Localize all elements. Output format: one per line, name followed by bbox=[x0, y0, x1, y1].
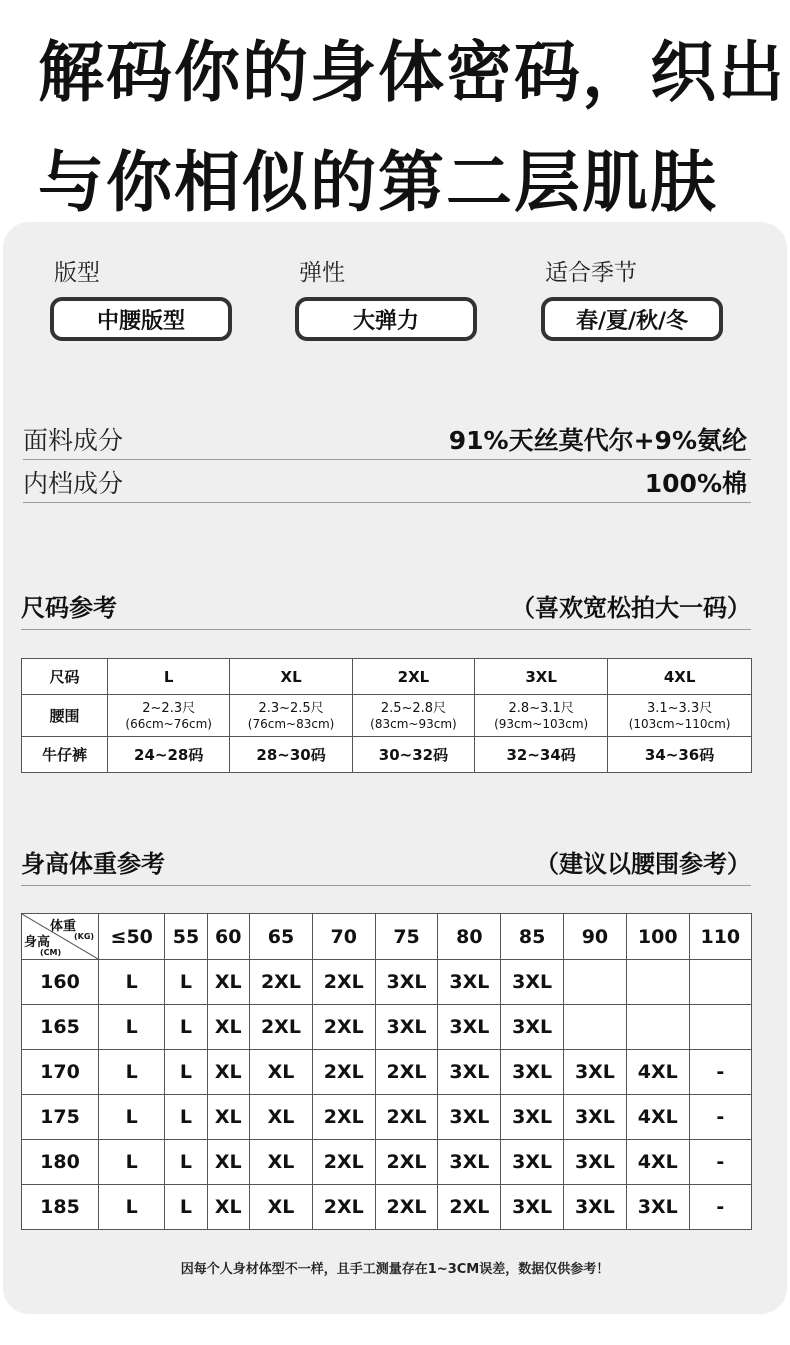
waist-cm: (66cm~76cm) bbox=[125, 716, 212, 731]
corner-height-unit: (CM) bbox=[40, 948, 62, 957]
height-cell: 185 bbox=[22, 1185, 99, 1230]
hw-row bbox=[22, 1095, 752, 1140]
size-header-cell: 尺码 bbox=[22, 659, 108, 695]
size-recommendation-cell: - bbox=[689, 1185, 751, 1230]
size-recommendation-cell: 4XL bbox=[626, 1050, 689, 1095]
height-cell: 160 bbox=[22, 960, 99, 1005]
size-recommendation-cell: L bbox=[165, 1050, 207, 1095]
height-weight-table bbox=[21, 913, 752, 1230]
size-recommendation-cell: 3XL bbox=[501, 1095, 564, 1140]
size-recommendation-cell: XL bbox=[207, 1050, 250, 1095]
size-recommendation-cell: L bbox=[99, 960, 165, 1005]
size-recommendation-cell: 3XL bbox=[438, 1050, 501, 1095]
size-recommendation-cell: L bbox=[99, 1050, 165, 1095]
composition-row-fabric bbox=[23, 416, 751, 460]
waist-cell bbox=[608, 695, 752, 737]
size-recommendation-cell: L bbox=[99, 1185, 165, 1230]
size-recommendation-cell: XL bbox=[207, 1140, 250, 1185]
hw-row bbox=[22, 1140, 752, 1185]
jeans-cell: 30~32码 bbox=[352, 737, 474, 773]
size-recommendation-cell: - bbox=[689, 1050, 751, 1095]
size-recommendation-cell: 2XL bbox=[438, 1185, 501, 1230]
weight-header-cell: 75 bbox=[375, 914, 438, 960]
size-recommendation-cell: 3XL bbox=[564, 1140, 627, 1185]
size-recommendation-cell bbox=[626, 960, 689, 1005]
size-recommendation-cell: 2XL bbox=[312, 1050, 375, 1095]
hw-header-row bbox=[22, 914, 752, 960]
hero-heading bbox=[38, 18, 786, 238]
weight-header-cell: 80 bbox=[438, 914, 501, 960]
weight-header-cell: 60 bbox=[207, 914, 250, 960]
corner-weight-unit: (KG) bbox=[74, 932, 95, 941]
size-recommendation-cell: 2XL bbox=[312, 1140, 375, 1185]
size-waist-row bbox=[22, 695, 752, 737]
size-recommendation-cell: XL bbox=[250, 1140, 313, 1185]
hw-corner-cell bbox=[22, 914, 99, 960]
size-recommendation-cell: 3XL bbox=[564, 1185, 627, 1230]
size-recommendation-cell: 3XL bbox=[501, 960, 564, 1005]
size-recommendation-cell: 3XL bbox=[438, 1140, 501, 1185]
waist-cell bbox=[108, 695, 230, 737]
size-recommendation-cell: L bbox=[165, 1140, 207, 1185]
size-recommendation-cell: 4XL bbox=[626, 1140, 689, 1185]
hw-row bbox=[22, 1185, 752, 1230]
height-cell: 165 bbox=[22, 1005, 99, 1050]
size-recommendation-cell: 3XL bbox=[501, 1185, 564, 1230]
size-recommendation-cell: XL bbox=[250, 1185, 313, 1230]
size-recommendation-cell: XL bbox=[250, 1095, 313, 1140]
waist-cm: (76cm~83cm) bbox=[247, 716, 335, 731]
size-recommendation-cell: 3XL bbox=[438, 1005, 501, 1050]
size-recommendation-cell: - bbox=[689, 1095, 751, 1140]
size-recommendation-cell: L bbox=[99, 1005, 165, 1050]
size-recommendation-cell bbox=[564, 1005, 627, 1050]
size-recommendation-cell bbox=[689, 960, 751, 1005]
size-recommendation-cell: L bbox=[99, 1140, 165, 1185]
waist-cm: (83cm~93cm) bbox=[370, 716, 457, 731]
size-recommendation-cell: XL bbox=[207, 1005, 250, 1050]
hw-section-note: （建议以腰围参考） bbox=[535, 850, 751, 878]
size-recommendation-cell: 2XL bbox=[312, 1185, 375, 1230]
composition-value: 100%棉 bbox=[644, 469, 747, 498]
composition-label: 内档成分 bbox=[23, 469, 124, 498]
size-recommendation-cell: 2XL bbox=[375, 1050, 438, 1095]
size-recommendation-cell: 3XL bbox=[626, 1185, 689, 1230]
size-recommendation-cell bbox=[689, 1005, 751, 1050]
waist-value: 2.3~2.5尺 bbox=[258, 700, 324, 716]
size-jeans-row bbox=[22, 737, 752, 773]
size-recommendation-cell: XL bbox=[207, 1095, 250, 1140]
size-header-row bbox=[22, 659, 752, 695]
weight-header-cell: 100 bbox=[626, 914, 689, 960]
size-header-cell: L bbox=[108, 659, 230, 695]
size-recommendation-cell: L bbox=[165, 1005, 207, 1050]
size-recommendation-cell: XL bbox=[250, 1050, 313, 1095]
size-header-cell: 4XL bbox=[608, 659, 752, 695]
weight-header-cell: 85 bbox=[501, 914, 564, 960]
size-recommendation-cell: XL bbox=[207, 1185, 250, 1230]
weight-header-cell: 70 bbox=[312, 914, 375, 960]
size-section-title: 尺码参考 bbox=[21, 594, 117, 622]
composition-label: 面料成分 bbox=[23, 426, 124, 455]
size-header-cell: XL bbox=[230, 659, 352, 695]
size-recommendation-cell: 3XL bbox=[501, 1005, 564, 1050]
hw-row bbox=[22, 1005, 752, 1050]
size-header-cell: 2XL bbox=[352, 659, 474, 695]
waist-cell bbox=[352, 695, 474, 737]
size-recommendation-cell: XL bbox=[207, 960, 250, 1005]
waist-cm: (103cm~110cm) bbox=[628, 716, 731, 731]
size-recommendation-cell bbox=[564, 960, 627, 1005]
size-recommendation-cell: 2XL bbox=[375, 1095, 438, 1140]
hero-line-1: 解码你的身体密码，织出 bbox=[38, 34, 786, 111]
attr-fit-value: 中腰版型 bbox=[50, 297, 232, 341]
waist-value: 3.1~3.3尺 bbox=[646, 700, 713, 716]
weight-header-cell: ≤50 bbox=[99, 914, 165, 960]
height-cell: 170 bbox=[22, 1050, 99, 1095]
size-row-label: 牛仔裤 bbox=[22, 737, 108, 773]
waist-value: 2.8~3.1尺 bbox=[508, 700, 574, 716]
size-recommendation-cell: 2XL bbox=[312, 1095, 375, 1140]
size-table bbox=[21, 658, 752, 773]
size-recommendation-cell bbox=[626, 1005, 689, 1050]
size-recommendation-cell: L bbox=[99, 1095, 165, 1140]
hw-row bbox=[22, 1050, 752, 1095]
jeans-cell: 34~36码 bbox=[608, 737, 752, 773]
size-recommendation-cell: 3XL bbox=[375, 960, 438, 1005]
size-section-note: （喜欢宽松拍大一码） bbox=[511, 594, 751, 622]
hero-line-2: 与你相似的第二层肌肤 bbox=[38, 144, 718, 221]
size-recommendation-cell: 3XL bbox=[375, 1005, 438, 1050]
weight-header-cell: 110 bbox=[689, 914, 751, 960]
height-cell: 180 bbox=[22, 1140, 99, 1185]
size-recommendation-cell: 3XL bbox=[564, 1095, 627, 1140]
waist-value: 2~2.3尺 bbox=[142, 700, 196, 716]
weight-header-cell: 65 bbox=[250, 914, 313, 960]
size-recommendation-cell: 2XL bbox=[375, 1185, 438, 1230]
attr-fit bbox=[50, 254, 232, 341]
size-recommendation-cell: 2XL bbox=[250, 960, 313, 1005]
size-row-label: 腰围 bbox=[22, 695, 108, 737]
attr-elasticity-label: 弹性 bbox=[299, 260, 345, 286]
corner-weight-label: 体重 bbox=[50, 919, 77, 934]
waist-cm: (93cm~103cm) bbox=[494, 716, 589, 731]
size-recommendation-cell: L bbox=[165, 1185, 207, 1230]
spec-card bbox=[3, 222, 787, 1314]
size-header-cell: 3XL bbox=[475, 659, 608, 695]
size-recommendation-cell: - bbox=[689, 1140, 751, 1185]
composition-value: 91%天丝莫代尔+9%氨纶 bbox=[448, 426, 747, 455]
hw-section-header bbox=[21, 842, 751, 886]
attr-season-label: 适合季节 bbox=[545, 260, 637, 286]
attr-elasticity-value: 大弹力 bbox=[295, 297, 477, 341]
attr-fit-label: 版型 bbox=[54, 260, 100, 286]
size-recommendation-cell: 3XL bbox=[438, 1095, 501, 1140]
jeans-cell: 24~28码 bbox=[108, 737, 230, 773]
footnote: 因每个人身材体型不一样，且手工测量存在1~3CM误差，数据仅供参考！ bbox=[180, 1262, 610, 1277]
attr-season-value: 春/夏/秋/冬 bbox=[541, 297, 723, 341]
size-recommendation-cell: 4XL bbox=[626, 1095, 689, 1140]
waist-value: 2.5~2.8尺 bbox=[380, 700, 447, 716]
jeans-cell: 28~30码 bbox=[230, 737, 352, 773]
waist-cell bbox=[475, 695, 608, 737]
attr-elasticity bbox=[295, 254, 477, 341]
size-section-header bbox=[21, 586, 751, 630]
size-recommendation-cell: 3XL bbox=[564, 1050, 627, 1095]
hw-corner bbox=[22, 914, 98, 959]
size-recommendation-cell: L bbox=[165, 960, 207, 1005]
weight-header-cell: 90 bbox=[564, 914, 627, 960]
waist-cell bbox=[230, 695, 352, 737]
size-recommendation-cell: L bbox=[165, 1095, 207, 1140]
hw-section-title: 身高体重参考 bbox=[21, 850, 165, 878]
height-cell: 175 bbox=[22, 1095, 99, 1140]
hw-row bbox=[22, 960, 752, 1005]
size-recommendation-cell: 2XL bbox=[312, 1005, 375, 1050]
size-recommendation-cell: 2XL bbox=[312, 960, 375, 1005]
size-recommendation-cell: 2XL bbox=[250, 1005, 313, 1050]
weight-header-cell: 55 bbox=[165, 914, 207, 960]
size-recommendation-cell: 2XL bbox=[375, 1140, 438, 1185]
size-recommendation-cell: 3XL bbox=[438, 960, 501, 1005]
jeans-cell: 32~34码 bbox=[475, 737, 608, 773]
corner-height-label: 身高 bbox=[24, 935, 51, 950]
size-recommendation-cell: 3XL bbox=[501, 1140, 564, 1185]
composition-row-crotch bbox=[23, 459, 751, 503]
attr-season bbox=[541, 254, 723, 341]
size-recommendation-cell: 3XL bbox=[501, 1050, 564, 1095]
